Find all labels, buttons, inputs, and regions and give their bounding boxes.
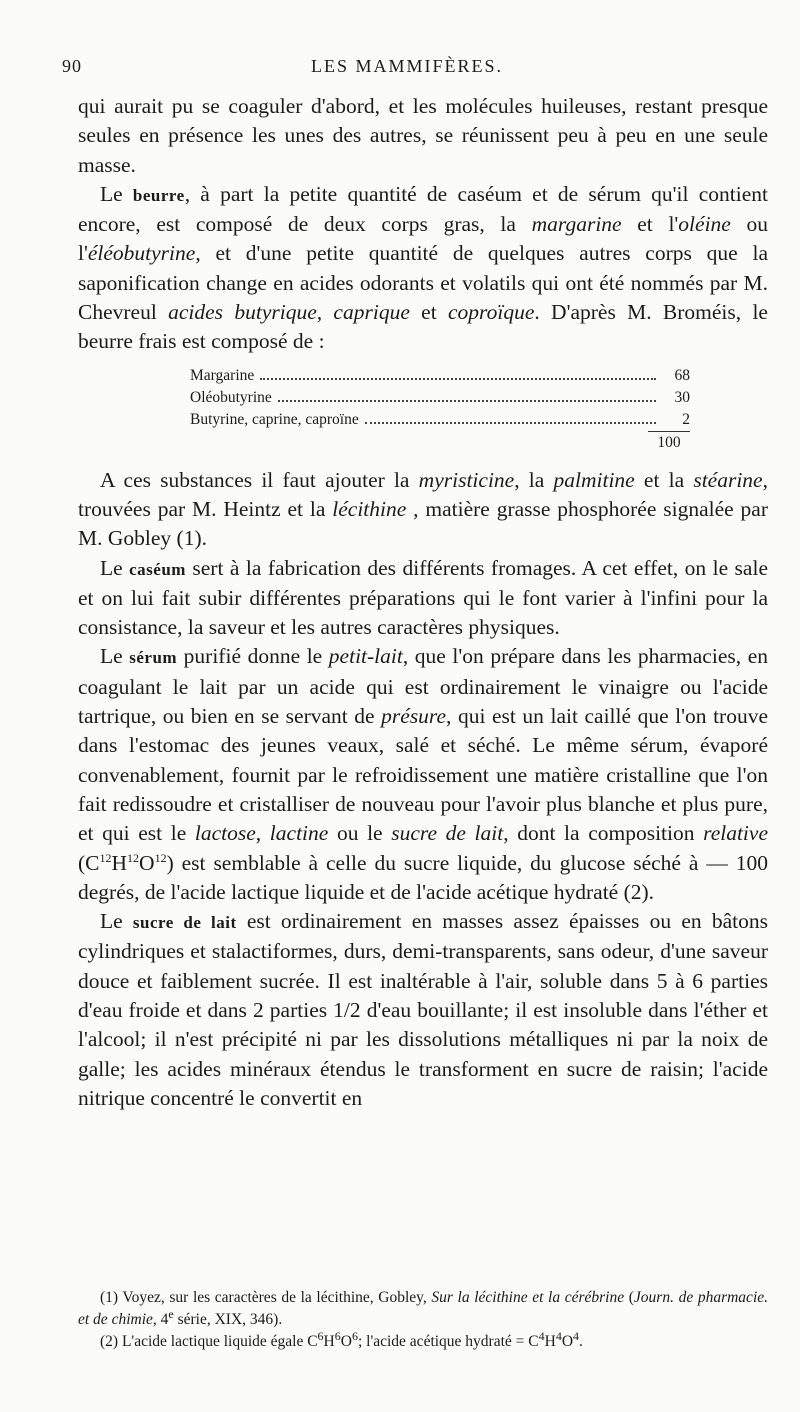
- superscript: 12: [99, 850, 112, 865]
- italic-title: Sur la lécithine et la cérébrine: [431, 1289, 625, 1306]
- table-row: [190, 387, 690, 409]
- text-run: ) est semblable à celle du sucre liquide, du glucose séché à — 100 degrés, de l'acide lactique liquide et de l'acide acétique hydraté (2).: [78, 850, 768, 904]
- superscript: 12: [154, 850, 167, 865]
- text-run: , que l'on prépare dans les pharmacies, en coagulant le lait par un acide qui est ordinairement le vinaigre ou l'acide tartrique, ou bien en se servant de: [78, 644, 768, 729]
- table-row: [190, 365, 690, 387]
- italic-title: Journ. de pharmacie. et de chimie: [78, 1289, 769, 1328]
- italic-term: sucre de lait: [391, 821, 504, 846]
- text-run: (1) Voyez, sur les caractères de la lécithine, Gobley,: [100, 1289, 432, 1306]
- text-run: , dont la composition: [503, 821, 704, 846]
- paragraph-sucre-de-lait: [78, 907, 768, 1113]
- paragraph-1: qui aurait pu se coaguler d'abord, et les molécules huileuses, restant presque seules en présence les unes des autres, se réunissent peu à peu en une seule masse.: [78, 94, 768, 177]
- table-total: 100: [648, 431, 690, 454]
- page-number: 90: [62, 56, 82, 76]
- term-beurre: beurre: [132, 185, 185, 205]
- paragraph-beurre: [78, 180, 768, 357]
- italic-term: palmitine: [553, 467, 635, 492]
- paragraph-substances: [78, 466, 768, 554]
- paragraph-serum: [78, 642, 768, 907]
- text-run: H: [544, 1333, 556, 1350]
- leader-dots: [365, 422, 656, 424]
- superscript: 4: [573, 1328, 580, 1343]
- italic-term: coproïque: [447, 300, 535, 325]
- text-run: Le: [100, 181, 133, 206]
- italic-term: lactose: [194, 821, 256, 846]
- superscript: e: [168, 1306, 174, 1321]
- text-run: , à part la petite quantité de caséum et de sérum qu'il contient encore, est composé de deux corps gras, la: [78, 181, 768, 237]
- body-text: [78, 92, 768, 1113]
- text-run: A ces substances il faut ajouter la: [100, 467, 419, 492]
- text-run: est ordinairement en masses assez épaisses ou en bâtons cylindriques et stalactiformes, durs, demi-transparents, sans odeur, d'une saveur douce et faiblement sucrée. Il est inaltérable à l'air, soluble dans 5 à 6 parties d'eau froide et dans 2 parties 1/2 d'eau bouillante; il est insoluble dans l'éther et l'alcool; il n'est précipité ni par les dissolutions métalliques ni par la noix de galle; les acides minéraux étendus le transforment en sucre de raisin; l'acide nitrique concentré le convertit en: [78, 909, 768, 1110]
- table-row: [190, 409, 690, 431]
- text-run: , qui est un lait caillé que l'on trouve dans l'estomac des jeunes veaux, salé et séché. Le même sérum, évaporé convenablement, fournit par le refroidissement une matière cristalline que l'on fait redissoudre et cristalliser de nouveau pour l'avoir plus blanche et plus pure, et qui est le: [78, 704, 769, 846]
- term-sucre-de-lait: sucre de lait: [132, 913, 237, 933]
- table-row-name: Oléobutyrine: [190, 388, 272, 406]
- italic-term: margarine: [531, 212, 622, 237]
- term-serum: sérum: [129, 648, 178, 668]
- text-run: O: [139, 850, 155, 875]
- footnote-1: [78, 1287, 768, 1331]
- italic-term: myristicine: [418, 467, 515, 492]
- text-run: .: [579, 1333, 583, 1350]
- superscript: 12: [127, 850, 140, 865]
- text-run: O: [561, 1333, 574, 1350]
- running-title: LES MAMMIFÈRES.: [310, 56, 504, 76]
- text-run: , 4: [152, 1311, 169, 1328]
- text-run: (C: [78, 850, 100, 875]
- composition-table: [190, 365, 690, 454]
- text-run: Le: [100, 909, 133, 934]
- text-run: H: [323, 1333, 335, 1350]
- italic-term: oléine: [678, 212, 731, 237]
- superscript: 6: [317, 1328, 324, 1343]
- text-run: et: [409, 300, 448, 325]
- table-row-name: Margarine: [190, 366, 255, 384]
- table-total-row: [190, 431, 690, 454]
- text-run: série, XIX, 346).: [173, 1311, 283, 1328]
- leader-dots: [278, 400, 656, 402]
- text-run: Le: [100, 555, 130, 580]
- text-run: , la: [514, 467, 554, 492]
- text-run: . D'après M. Broméis, le beurre frais est composé de :: [78, 300, 768, 354]
- text-run: , matière grasse phosphorée signalée par M. Gobley (1).: [78, 496, 768, 551]
- text-run: H: [111, 850, 128, 875]
- superscript: 6: [334, 1328, 341, 1343]
- text-run: ou l': [78, 212, 769, 266]
- leader-dots: [260, 378, 656, 380]
- text-run: et l': [621, 212, 679, 237]
- table-row-name: Butyrine, caprine, caproïne: [190, 410, 359, 428]
- superscript: 6: [351, 1328, 358, 1343]
- italic-term: présure: [381, 704, 447, 729]
- footnotes: [78, 1287, 768, 1353]
- table-row-value: 2: [682, 410, 690, 428]
- superscript: 4: [538, 1328, 545, 1343]
- text-run: ou le: [328, 821, 392, 846]
- paragraph-caseum: [78, 554, 768, 643]
- text-run: purifié donne le: [177, 644, 329, 669]
- italic-term: stéarine: [693, 467, 763, 492]
- superscript: 4: [555, 1328, 562, 1343]
- term-caseum: caséum: [129, 559, 186, 579]
- text-run: , et d'une petite quantité de quelques autres corps que la saponification change en acides odorants et volatils qui ont été nommés par M. Chevreul: [78, 241, 768, 325]
- text-run: O: [340, 1333, 352, 1350]
- text-run: (2) L'acide lactique liquide égale C: [100, 1333, 318, 1350]
- text-run: ,: [255, 821, 270, 846]
- text-run: (: [624, 1289, 634, 1306]
- italic-term: lactine: [269, 821, 329, 846]
- footnote-2: [78, 1328, 768, 1353]
- text-run: Le: [100, 644, 130, 669]
- text-run: , trouvées par M. Heintz et la: [78, 467, 768, 521]
- table-row-value: 68: [674, 366, 690, 384]
- italic-term: petit-lait: [328, 644, 403, 669]
- italic-term: éléobutyrine: [87, 241, 196, 266]
- text-run: et la: [634, 467, 694, 492]
- text-run: sert à la fabrication des différents fromages. A cet effet, on le sale et on lui fait subir différentes préparations qui le font varier à l'infini pour la consistance, la saveur et les autres caractères physiques.: [78, 555, 768, 640]
- italic-term: lécithine: [332, 496, 407, 521]
- table-row-value: 30: [674, 388, 690, 406]
- italic-term: relative: [703, 821, 768, 846]
- text-run: ; l'acide acétique hydraté = C: [357, 1333, 539, 1350]
- italic-term: acides butyrique, caprique: [168, 300, 410, 325]
